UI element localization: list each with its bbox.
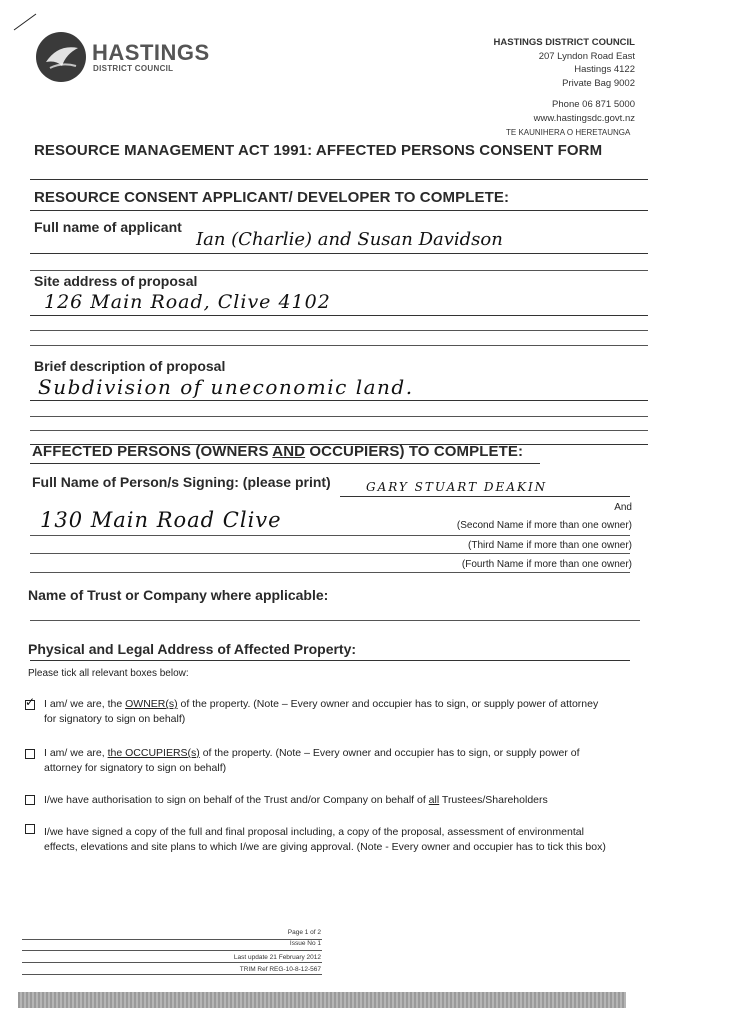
second-name-label: (Second Name if more than one owner) [456,520,632,531]
footer-page: Page 1 of 2 [287,929,321,936]
checkbox-text: I/we have authorisation to sign on behalf of the Trust and/or Company on behalf of [44,794,429,806]
signed-proposal-checkbox-label [44,825,634,854]
checkbox-text-underlined: OWNER(s) [125,698,178,710]
owner-checkbox[interactable] [25,695,36,710]
divider [30,463,540,464]
footer-trim-ref: TRIM Ref REG-10-8-12-567 [239,966,321,973]
trust-label: Name of Trust or Company where applicable: [28,587,329,603]
trust-authorisation-checkbox[interactable] [25,795,35,805]
logo-word: HASTINGS [92,40,210,65]
signed-proposal-checkbox[interactable] [25,824,35,834]
checkbox-text-underlined: the OCCUPIERS(s) [107,747,200,759]
description-value: Subdivision of uneconomic land. [38,375,414,399]
trust-authorisation-checkbox-label [44,793,624,808]
council-website: www.hastingsdc.govt.nz [533,112,635,124]
form-line [340,496,630,497]
footer-line [22,962,322,963]
checkbox-tick-mark: ✓ [25,695,36,709]
applicant-section-heading: RESOURCE CONSENT APPLICANT/ DEVELOPER TO COMPLETE: [34,189,510,206]
council-address-1: 207 Lyndon Road East [538,50,635,62]
affected-heading-and: AND [272,443,306,460]
owner-checkbox-label [44,697,624,726]
council-address-3: Private Bag 9002 [562,77,635,89]
form-line [30,315,648,316]
checkbox-text-line2: for signatory to sign on behalf) [44,712,186,725]
footer-last-update: Last update 21 February 2012 [233,954,321,961]
site-address-label: Site address of proposal [34,273,198,289]
council-address-2: Hastings 4122 [574,64,635,75]
form-line [30,430,648,431]
third-name-label: (Third Name if more than one owner) [468,540,632,551]
scan-mark [12,12,38,32]
council-phone: Phone 06 871 5000 [552,99,635,110]
checkbox-text: of the property. (Note – Every owner and occupier has to sign, or supply power of attorney [177,698,599,710]
form-line [30,660,630,661]
form-line [30,416,648,417]
checkbox-text: Trustees/Shareholders [439,794,548,806]
checkbox-text: I am/ we are, [44,747,108,759]
property-label: Physical and Legal Address of Affected Property: [28,641,357,657]
council-contact-block [494,36,635,125]
divider [30,179,648,180]
signer-value: GARY STUART DEAKIN [366,480,548,494]
affected-heading-post: OCCUPIERS) TO COMPLETE: [305,443,524,460]
scan-footer-bar [18,992,626,1008]
form-line [30,345,648,346]
footer-line [22,950,322,951]
footer-line [22,939,322,940]
full-name-label: Full name of applicant [34,219,182,235]
checkbox-text: I/we have signed a copy of the full and final proposal including, a copy of the proposal, assessment of environmental [44,826,584,838]
form-title: RESOURCE MANAGEMENT ACT 1991: AFFECTED PERSONS CONSENT FORM [34,142,603,159]
council-logo-icon [36,32,86,82]
description-label: Brief description of proposal [34,358,226,374]
checkbox-text: I am/ we are, the [44,698,126,710]
occupier-checkbox-label [44,746,624,775]
form-line [30,253,648,254]
footer-issue: Issue No 1 [289,940,321,947]
divider [30,210,648,211]
logo-subtitle: DISTRICT COUNCIL [93,64,174,73]
checkbox-text-line2: attorney for signatory to sign on behalf) [44,761,227,774]
full-name-value: Ian (Charlie) and Susan Davidson [196,229,503,250]
council-maori-name: TE KAUNIHERA O HERETAUNGA [506,128,631,137]
signer-label: Full Name of Person/s Signing: (please print) [32,474,331,490]
tick-instruction: Please tick all relevant boxes below: [28,668,189,679]
form-line [30,620,640,621]
council-name: HASTINGS DISTRICT COUNCIL [493,37,635,48]
checkbox-text-line2: effects, elevations and site plans to which I/we are giving approval. (Note - Every owner and occupier has to tick this box) [44,840,606,853]
footer-line [22,974,322,975]
checkbox-text-underlined: all [428,794,440,806]
and-label: And [614,502,632,513]
checkbox-text: of the property. (Note – Every owner and occupier has to sign, or supply power of [199,747,580,759]
affected-address-value: 130 Main Road Clive [40,508,282,532]
affected-section-heading [32,443,523,460]
form-line [30,400,648,401]
occupier-checkbox[interactable] [25,749,35,759]
form-line [30,553,630,554]
affected-heading-pre: AFFECTED PERSONS (OWNERS [32,443,273,460]
form-line [30,572,630,573]
fourth-name-label: (Fourth Name if more than one owner) [461,559,632,570]
form-line [30,535,630,536]
form-line [30,330,648,331]
site-address-value: 126 Main Road, Clive 4102 [44,291,331,313]
form-line [30,270,648,271]
